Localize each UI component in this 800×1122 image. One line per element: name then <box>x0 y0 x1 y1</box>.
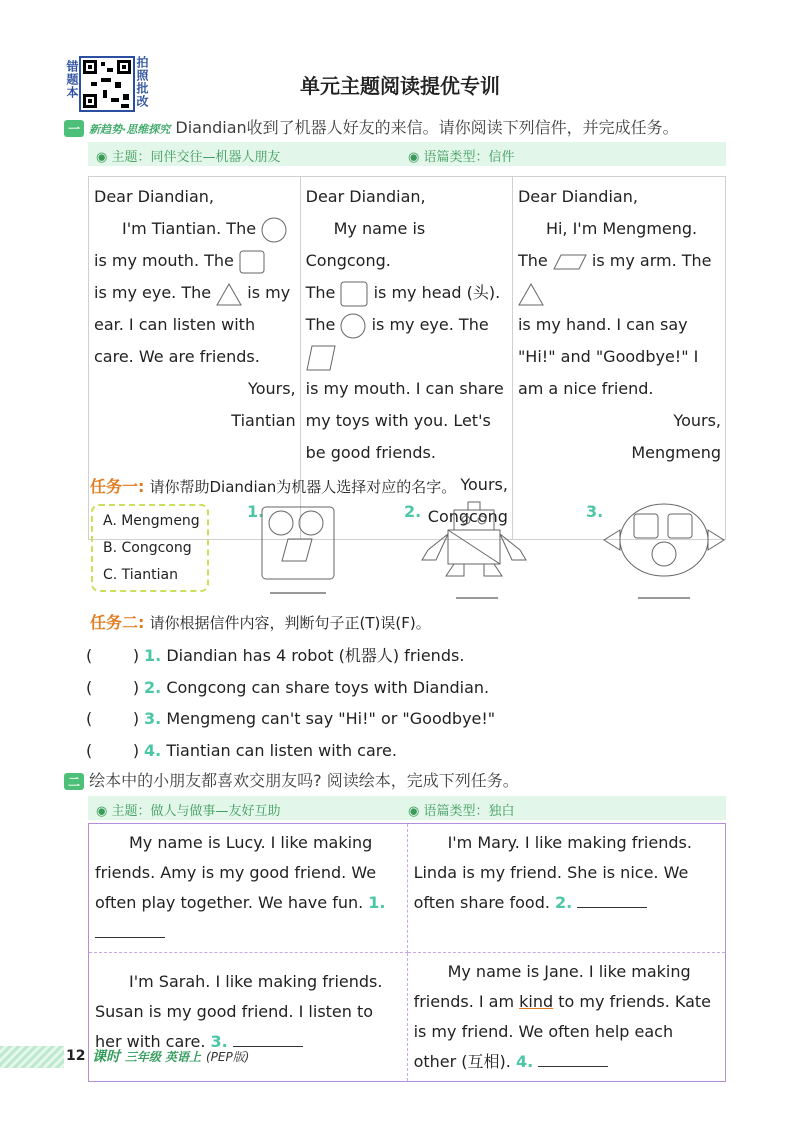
robot-1-number: 1. <box>247 502 265 521</box>
square-shape-icon <box>239 250 265 274</box>
page-title: 单元主题阅读提优专训 <box>300 74 500 98</box>
footer-stripe <box>0 1046 64 1068</box>
answer-bracket[interactable]: ( ) <box>86 740 140 760</box>
letter-body: is my hand. I can say "Hi!" and "Goodbye!" I am a nice friend. <box>517 315 699 398</box>
robot-2-icon <box>420 500 530 600</box>
section1-instruction: Diandian收到了机器人好友的来信。请你阅读下列信件，并完成任务。 <box>175 118 679 137</box>
section2-topic-bar <box>88 796 726 820</box>
section2-genre: ◉ 语篇类型：独白 <box>408 804 515 819</box>
task2-item <box>86 672 495 704</box>
underlined-word: kind <box>519 992 554 1011</box>
triangle-shape-icon <box>518 282 544 306</box>
section2-instruction: 绘本中的小朋友都喜欢交朋友吗? 阅读绘本，完成下列任务。 <box>89 771 519 790</box>
section1-header <box>64 115 679 138</box>
square-shape-icon <box>340 281 368 307</box>
parallelogram-shape-icon <box>306 345 336 371</box>
task2-item <box>86 640 495 672</box>
letter-mengmeng <box>512 177 725 540</box>
task2-list <box>86 640 495 766</box>
section1-topic: ◉ 主题：同伴交往—机器人朋友 <box>96 150 281 165</box>
item-text: Congcong can share toys with Diandian. <box>166 677 490 697</box>
task2-heading <box>90 610 431 633</box>
letter-line: I'm Tiantian. The <box>94 213 296 245</box>
robot-3-icon <box>602 500 726 600</box>
section1-genre: ◉ 语篇类型：信件 <box>408 150 515 165</box>
answer-bracket[interactable]: ( ) <box>86 677 140 697</box>
blank-number: 4. <box>515 1052 534 1071</box>
letter-closing: Yours, <box>673 411 721 430</box>
brand-text: 课时 <box>92 1049 120 1065</box>
item-number: 1. <box>144 646 162 665</box>
item-number: 3. <box>144 709 162 728</box>
cell-text: I'm Sarah. I like making friends. Susan is my good friend. I listen to her with care. <box>95 972 383 1051</box>
section1-logo: 新趋势·思维探究 <box>89 123 171 136</box>
answer-blank[interactable] <box>95 923 165 938</box>
qr-right-tag: 拍照批改 <box>135 56 149 108</box>
page-number: 12 <box>66 1048 86 1064</box>
answer-blank[interactable] <box>233 1032 303 1047</box>
task2-label: 任务二: <box>90 613 145 632</box>
circle-shape-icon <box>261 217 287 243</box>
letter-signature: Mengmeng <box>631 443 721 462</box>
task2-item <box>86 703 495 735</box>
name-options-box <box>91 504 209 592</box>
robot-2-number: 2. <box>404 502 422 521</box>
option-c: C. Tiantian <box>103 567 178 583</box>
circle-shape-icon <box>340 313 366 339</box>
task1-label: 任务一: <box>90 477 145 496</box>
grade-text: 三年级 英语上 <box>124 1050 202 1064</box>
answer-bracket[interactable]: ( ) <box>86 646 140 665</box>
task2-item <box>86 735 495 767</box>
reading-jane <box>407 953 725 1082</box>
letter-line: The is my eye. The <box>306 309 508 373</box>
section2-header <box>64 768 519 791</box>
footer-brand <box>92 1046 249 1066</box>
answer-blank[interactable] <box>577 893 647 908</box>
edition-text: (PEP版) <box>205 1050 250 1064</box>
letter-closing: Yours, <box>248 379 296 398</box>
item-text: Mengmeng can't say "Hi!" or "Goodbye!" <box>166 709 496 728</box>
answer-bracket[interactable]: ( ) <box>86 709 140 728</box>
option-b: B. Congcong <box>103 540 192 556</box>
cell-text: My name is Lucy. I like making friends. Amy is my good friend. We often play together. We have fun. <box>95 833 377 912</box>
blank-number: 2. <box>555 893 573 912</box>
reading-table <box>88 823 726 1082</box>
letter-greeting: Dear Diandian, <box>94 187 214 206</box>
blank-number: 1. <box>368 893 386 912</box>
letter-closing: Yours, <box>460 475 508 494</box>
item-text: Tiantian can listen with care. <box>166 740 397 760</box>
cell-text: I'm Mary. I like making friends. Linda is my friend. She is nice. We often share food. <box>413 833 692 912</box>
letter-greeting: Dear Diandian, <box>517 187 638 206</box>
section1-topic-bar <box>88 142 726 166</box>
letter-line: My name is Congcong. <box>305 219 426 270</box>
reading-lucy <box>89 824 408 953</box>
option-a: A. Mengmeng <box>103 513 200 529</box>
letter-body: is my mouth. I can share my toys with you. Let's be good friends. <box>305 379 504 462</box>
robot-3-number: 3. <box>586 502 604 521</box>
qr-left-tag: 错题本 <box>65 60 79 99</box>
robot-1-icon <box>258 505 338 595</box>
parallelogram-shape-icon <box>553 254 587 270</box>
answer-blank[interactable] <box>538 1052 608 1067</box>
triangle-shape-icon <box>216 282 242 306</box>
section2-topic: ◉ 主题：做人与做事—友好互助 <box>96 804 281 819</box>
blank-number: 3. <box>210 1032 228 1051</box>
section2-badge: 二 <box>64 773 84 790</box>
letter-line: The is my head (头). <box>306 277 508 309</box>
reading-mary <box>407 824 725 953</box>
task1-text: 请你帮助Diandian为机器人选择对应的名字。 <box>149 478 457 496</box>
letter-body: is my eye. The is my ear. I can listen with care. We are friends. <box>94 283 291 366</box>
letter-line: The is my arm. The <box>518 245 721 309</box>
letter-line: Hi, I'm Mengmeng. <box>545 219 698 238</box>
letter-line: is my mouth. The <box>94 245 296 277</box>
cell-text: to my friends. Kate is my friend. We often help each other (互相). <box>413 992 711 1071</box>
item-text: Diandian has 4 robot (机器人) friends. <box>166 646 465 665</box>
letter-signature: Tiantian <box>231 411 296 430</box>
cell-text: My name is Jane. I like making friends. I am <box>413 962 691 1011</box>
letter-greeting: Dear Diandian, <box>305 187 426 206</box>
item-number: 2. <box>144 677 162 697</box>
item-number: 4. <box>144 740 162 760</box>
section1-badge: 一 <box>64 120 84 137</box>
task1-heading <box>90 474 456 497</box>
letter-signature: Congcong <box>427 507 508 526</box>
task2-text: 请你根据信件内容，判断句子正(T)误(F)。 <box>149 614 431 632</box>
